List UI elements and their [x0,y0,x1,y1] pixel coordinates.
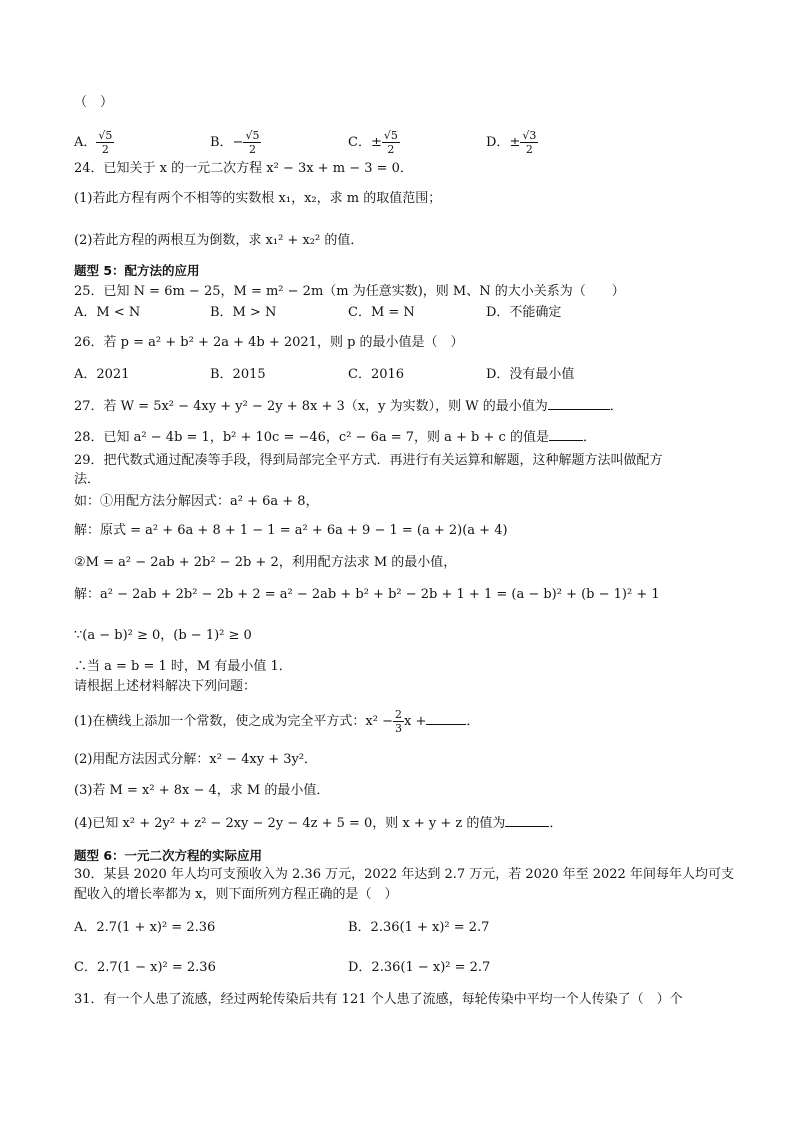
q23-option-d-den: 2 [525,143,533,156]
q29-part4 [74,815,562,833]
q29-prompt: 请根据上述材料解决下列问题： [74,679,257,694]
q27-answer-blank[interactable] [548,409,610,410]
q26-option-b: B．2015 [210,367,266,382]
q29-part2: (2)用配方法因式分解：x² − 4xy + 3y²． [74,752,318,767]
q29-solution1: 解：原式 = a² + 6a + 8 + 1 − 1 = a² + 6a + 9 − 1 = (a + 2)(a + 4) [74,523,508,538]
q23-option-b-fraction [243,129,261,156]
q28-stem: 28．已知 a² − 4b = 1，b² + 10c = −46，c² − 6a = 7，则 a + b + c 的值是 [74,430,549,445]
q29-example1: 如：①用配方法分解因式：a² + 6a + 8， [74,494,319,509]
q24-stem: 24．已知关于 x 的一元二次方程 x² − 3x + m − 3 = 0． [74,161,413,176]
q23-option-d-sign: ± [509,135,521,150]
q30-options-row1 [74,919,734,937]
q23-option-d-label: D． [486,135,510,150]
q23-paren: （ ） [74,95,114,110]
q23-option-c-fraction [382,129,400,156]
q27-stem: 27．若 W = 5x² − 4xy + y² − 2y + 8x + 3（x，y 为实数），则 W 的最小值为 [74,399,548,414]
q23-option-d-fraction [520,129,538,156]
q25-option-a: A．M < N [74,305,141,320]
section5-title: 题型 5：配方法的应用 [74,263,200,278]
q29-part1-num: 2 [394,708,402,721]
q30-option-b: B．2.36(1 + x)² = 2.7 [348,920,490,935]
q30-option-a: A．2.7(1 + x)² = 2.36 [74,920,216,935]
q30-option-c: C．2.7(1 − x)² = 2.36 [74,960,216,975]
q23-option-c-den: 2 [387,143,395,156]
q23-option-b-num: √5 [245,129,260,142]
q23-option-d-num: √3 [522,129,537,142]
q23-option-a-den: 2 [101,143,109,156]
q23-option-c [348,129,400,156]
q29-part1 [74,708,479,736]
q29-part1-post: x + [403,714,427,729]
q23-option-c-sign: ± [370,135,382,150]
q29-part3: (3)若 M = x² + 8x − 4，求 M 的最小值． [74,783,330,798]
q29-part1-fraction [393,708,404,735]
q24-part1: (1)若此方程有两个不相等的实数根 x₁，x₂，求 m 的取值范围； [74,191,442,206]
q29-part4-end: ． [549,816,563,831]
q23-option-b-den: 2 [248,143,256,156]
q23-option-a [74,129,114,156]
q26-option-a: A．2021 [74,367,130,382]
q28-end: ． [582,430,596,445]
q25-option-c: C．M = N [348,305,415,320]
q25-stem: 25．已知 N = 6m − 25，M = m² − 2m（m 为任意实数)，则 M、N 的大小关系为（ ） [74,284,625,299]
q30-options-row2 [74,959,734,977]
q23-option-a-num: √5 [98,129,113,142]
q29-stem-line2: 法． [74,472,101,487]
q23-option-c-num: √5 [383,129,398,142]
q23-option-b-label: B． [210,135,233,150]
q29-part4-blank[interactable] [505,826,549,827]
q27-end: ． [609,399,623,414]
q23-option-a-fraction [96,129,114,156]
q29-because: ∵(a − b)² ≥ 0，(b − 1)² ≥ 0 [74,628,252,643]
q30-option-d: D．2.36(1 − x)² = 2.7 [348,960,491,975]
q29-solution2: 解：a² − 2ab + 2b² − 2b + 2 = a² − 2ab + b² + b² − 2b + 1 + 1 = (a − b)² + (b − 1)² + 1 [74,587,660,602]
q27 [74,398,623,416]
q26-stem: 26．若 p = a² + b² + 2a + 4b + 2021，则 p 的最小值是（ ） [74,335,464,350]
q29-stem-line1: 29．把代数式通过配凑等手段，得到局部完全平方式．再进行有关运算和解题，这种解题方法叫做配方 [74,453,663,468]
q26-options [74,366,734,384]
q28 [74,429,596,447]
q30-stem-line1: 30．某县 2020 年人均可支预收入为 2.36 万元，2022 年达到 2.7 万元，若 2020 年至 2022 年间每年人均可支 [74,867,734,882]
q29-part1-pre: (1)在横线上添加一个常数，使之成为完全平方式：x² − [74,714,393,729]
q23-option-a-label: A． [74,135,97,150]
q29-part1-den: 3 [394,722,402,735]
q23-option-b [210,129,261,156]
q23-options [74,120,734,156]
q25-option-d: D．不能确定 [486,305,562,320]
q31-stem: 31．有一个人患了流感，经过两轮传染后共有 121 个人患了流感，每轮传染中平均一个人传染了（ ）个 [74,992,683,1007]
q30-stem-line2: 配收入的增长率都为 x，则下面所列方程正确的是（ ） [74,887,398,902]
q24-part2: (2)若此方程的两根互为倒数，求 x₁² + x₂² 的值． [74,233,364,248]
q29-therefore: ∴当 a = b = 1 时，M 有最小值 1． [74,659,292,674]
q23-option-c-label: C． [348,135,371,150]
section6-title: 题型 6：一元二次方程的实际应用 [74,848,263,863]
q25-options [74,304,734,322]
q28-answer-blank[interactable] [549,440,583,441]
q29-part1-blank[interactable] [426,724,466,725]
q29-part1-end: ． [466,714,480,729]
q23-option-d [486,129,538,156]
q26-option-c: C．2016 [348,367,405,382]
q29-example2: ②M = a² − 2ab + 2b² − 2b + 2，利用配方法求 M 的最小值， [74,555,457,570]
q25-option-b: B．M > N [210,305,277,320]
q23-option-b-sign: − [232,135,244,150]
q29-part4-pre: (4)已知 x² + 2y² + z² − 2xy − 2y − 4z + 5 = 0，则 x + y + z 的值为 [74,816,506,831]
q26-option-d: D．没有最小值 [486,367,575,382]
